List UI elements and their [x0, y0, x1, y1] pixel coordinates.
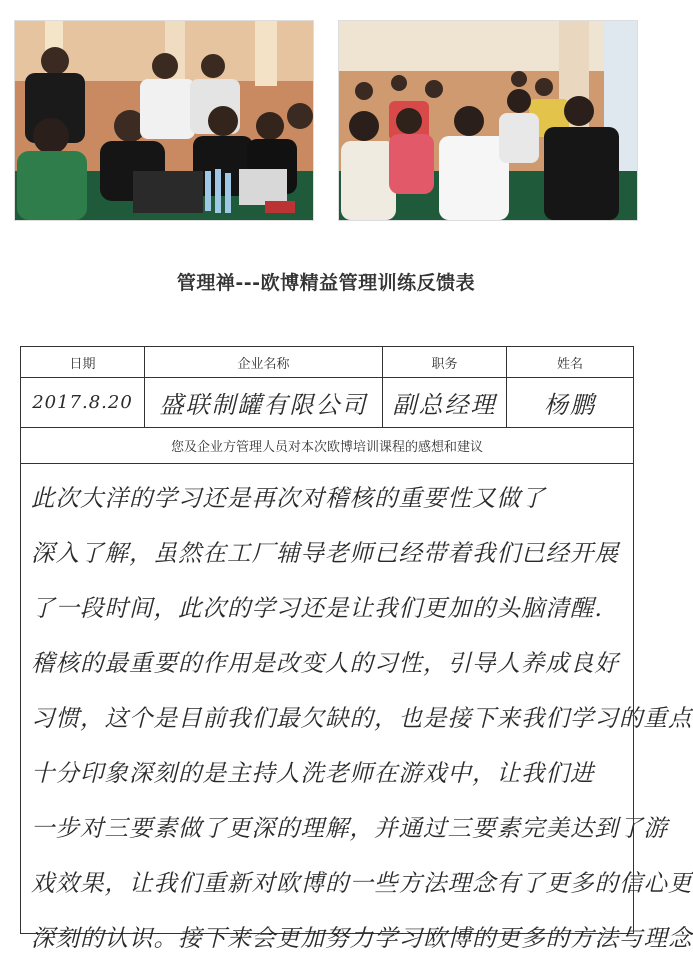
training-photo-right — [338, 20, 638, 221]
feedback-line: 十分印象深刻的是主持人洗老师在游戏中，让我们进 — [31, 759, 595, 787]
feedback-line: 深入了解，虽然在工厂辅导老师已经带着我们已经开展 — [31, 539, 619, 567]
feedback-line: 深刻的认识。接下来会更加努力学习欧博的更多的方法与理念 — [31, 924, 693, 952]
position-cell — [383, 377, 507, 427]
header-company: 企业名称 — [145, 347, 383, 377]
feedback-line: 稽核的最重要的作用是改变人的习性，引导人养成良好 — [31, 649, 619, 677]
feedback-line: 此次大洋的学习还是再次对稽核的重要性又做了 — [31, 484, 546, 512]
header-date: 日期 — [21, 347, 145, 377]
company-cell — [145, 377, 383, 427]
training-photo-left — [14, 20, 314, 221]
company-value: 盛联制罐有限公司 — [159, 390, 368, 419]
header-name: 姓名 — [556, 356, 583, 372]
position-value: 副总经理 — [392, 390, 497, 419]
feedback-line: 戏效果，让我们重新对欧博的一些方法理念有了更多的信心更 — [31, 869, 693, 897]
value-row — [21, 377, 633, 428]
feedback-line: 习惯，这个是目前我们最欠缺的，也是接下来我们学习的重点 — [31, 704, 693, 732]
feedback-prompt: 您及企业方管理人员对本次欧博培训课程的感想和建议 — [21, 427, 633, 464]
page-title: 管理禅---欧博精益管理训练反馈表 — [176, 272, 476, 294]
feedback-text — [31, 471, 693, 966]
name-value: 杨鹏 — [544, 390, 596, 419]
name-cell — [507, 377, 633, 427]
feedback-line: 了一段时间，此次的学习还是让我们更加的头脑清醒. — [31, 594, 603, 622]
feedback-form — [20, 346, 693, 952]
date-cell — [21, 377, 145, 427]
header-position: 职务 — [383, 347, 507, 377]
date-value: 2017.8.20 — [32, 391, 133, 413]
header-row — [21, 347, 633, 378]
feedback-line: 一步对三要素做了更深的理解，并通过三要素完美达到了游 — [31, 814, 668, 842]
